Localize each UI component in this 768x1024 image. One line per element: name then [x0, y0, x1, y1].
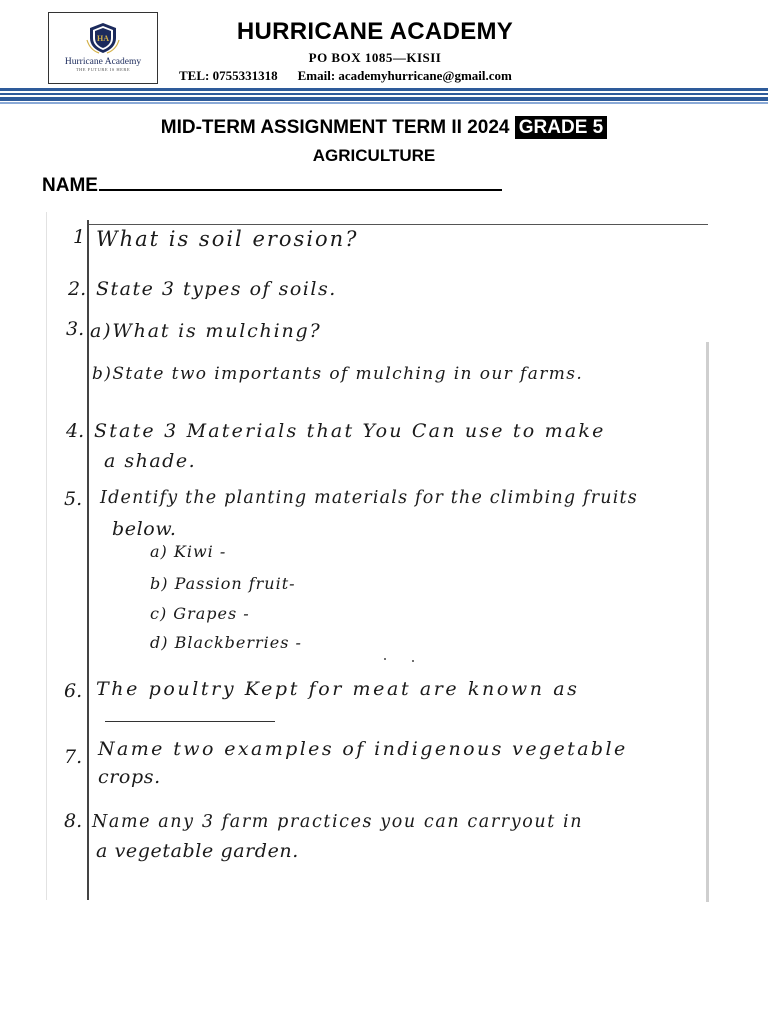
- header-rule: [0, 88, 768, 91]
- sub-question: c) Grapes -: [150, 604, 250, 623]
- question-text: crops.: [98, 766, 161, 788]
- logo-name: Hurricane Academy: [64, 57, 142, 67]
- assignment-title: [0, 117, 768, 139]
- question-text: State 3 types of soils.: [96, 278, 337, 300]
- question-number: 6.: [64, 680, 83, 702]
- name-field: [42, 172, 502, 197]
- question-text: a shade.: [104, 450, 197, 472]
- question-number: 5.: [64, 488, 83, 510]
- question-text: a vegetable garden.: [96, 840, 299, 862]
- margin-line: [87, 220, 89, 900]
- question-text: Name two examples of indigenous vegetable: [98, 738, 628, 760]
- name-label: NAME: [42, 175, 98, 196]
- email: Email: academyhurricane@gmail.com: [297, 68, 512, 83]
- question-number: 8.: [64, 810, 83, 832]
- sheet-top-line: [88, 224, 708, 225]
- question-number: 1: [73, 226, 86, 248]
- question-text: below.: [112, 518, 177, 540]
- question-text: Name any 3 farm practices you can carryout in: [92, 812, 584, 832]
- po-box: PO BOX 1085—KISII: [308, 50, 442, 65]
- question-text: State 3 Materials that You Can use to make: [94, 420, 606, 442]
- question-number: 4.: [66, 420, 85, 442]
- question-number: 2.: [68, 278, 87, 300]
- crest-icon: [85, 20, 121, 56]
- school-logo: [48, 12, 158, 84]
- contact-line: [179, 68, 512, 84]
- sub-question: b) Passion fruit-: [150, 574, 296, 593]
- question-number: 3.: [66, 318, 85, 340]
- question-text: The poultry Kept for meat are known as: [96, 678, 580, 700]
- telephone: TEL: 0755331318: [179, 68, 278, 83]
- header-rule: [0, 102, 768, 104]
- name-blank: [99, 172, 502, 191]
- logo-motto: THE FUTURE IS HERE: [75, 67, 131, 72]
- subject-title: AGRICULTURE: [312, 146, 436, 165]
- logo-monogram: HA: [97, 34, 109, 43]
- question-text: What is soil erosion?: [96, 227, 359, 251]
- header-rule: [0, 97, 768, 101]
- question-text: b)State two importants of mulching in our farms.: [92, 364, 584, 384]
- grade-badge: GRADE 5: [515, 116, 607, 139]
- sub-question: a) Kiwi -: [150, 542, 227, 561]
- question-number: 7.: [64, 746, 83, 768]
- question-text: a)What is mulching?: [90, 320, 322, 342]
- answer-blank: [105, 721, 275, 722]
- school-name: HURRICANE ACADEMY: [236, 18, 514, 45]
- question-text: Identify the planting materials for the climbing fruits: [100, 488, 638, 508]
- handwritten-sheet: [46, 212, 708, 900]
- header-rule: [0, 93, 768, 95]
- sub-question: d) Blackberries -: [150, 633, 302, 652]
- assignment-title-text: MID-TERM ASSIGNMENT TERM II 2024: [160, 117, 510, 138]
